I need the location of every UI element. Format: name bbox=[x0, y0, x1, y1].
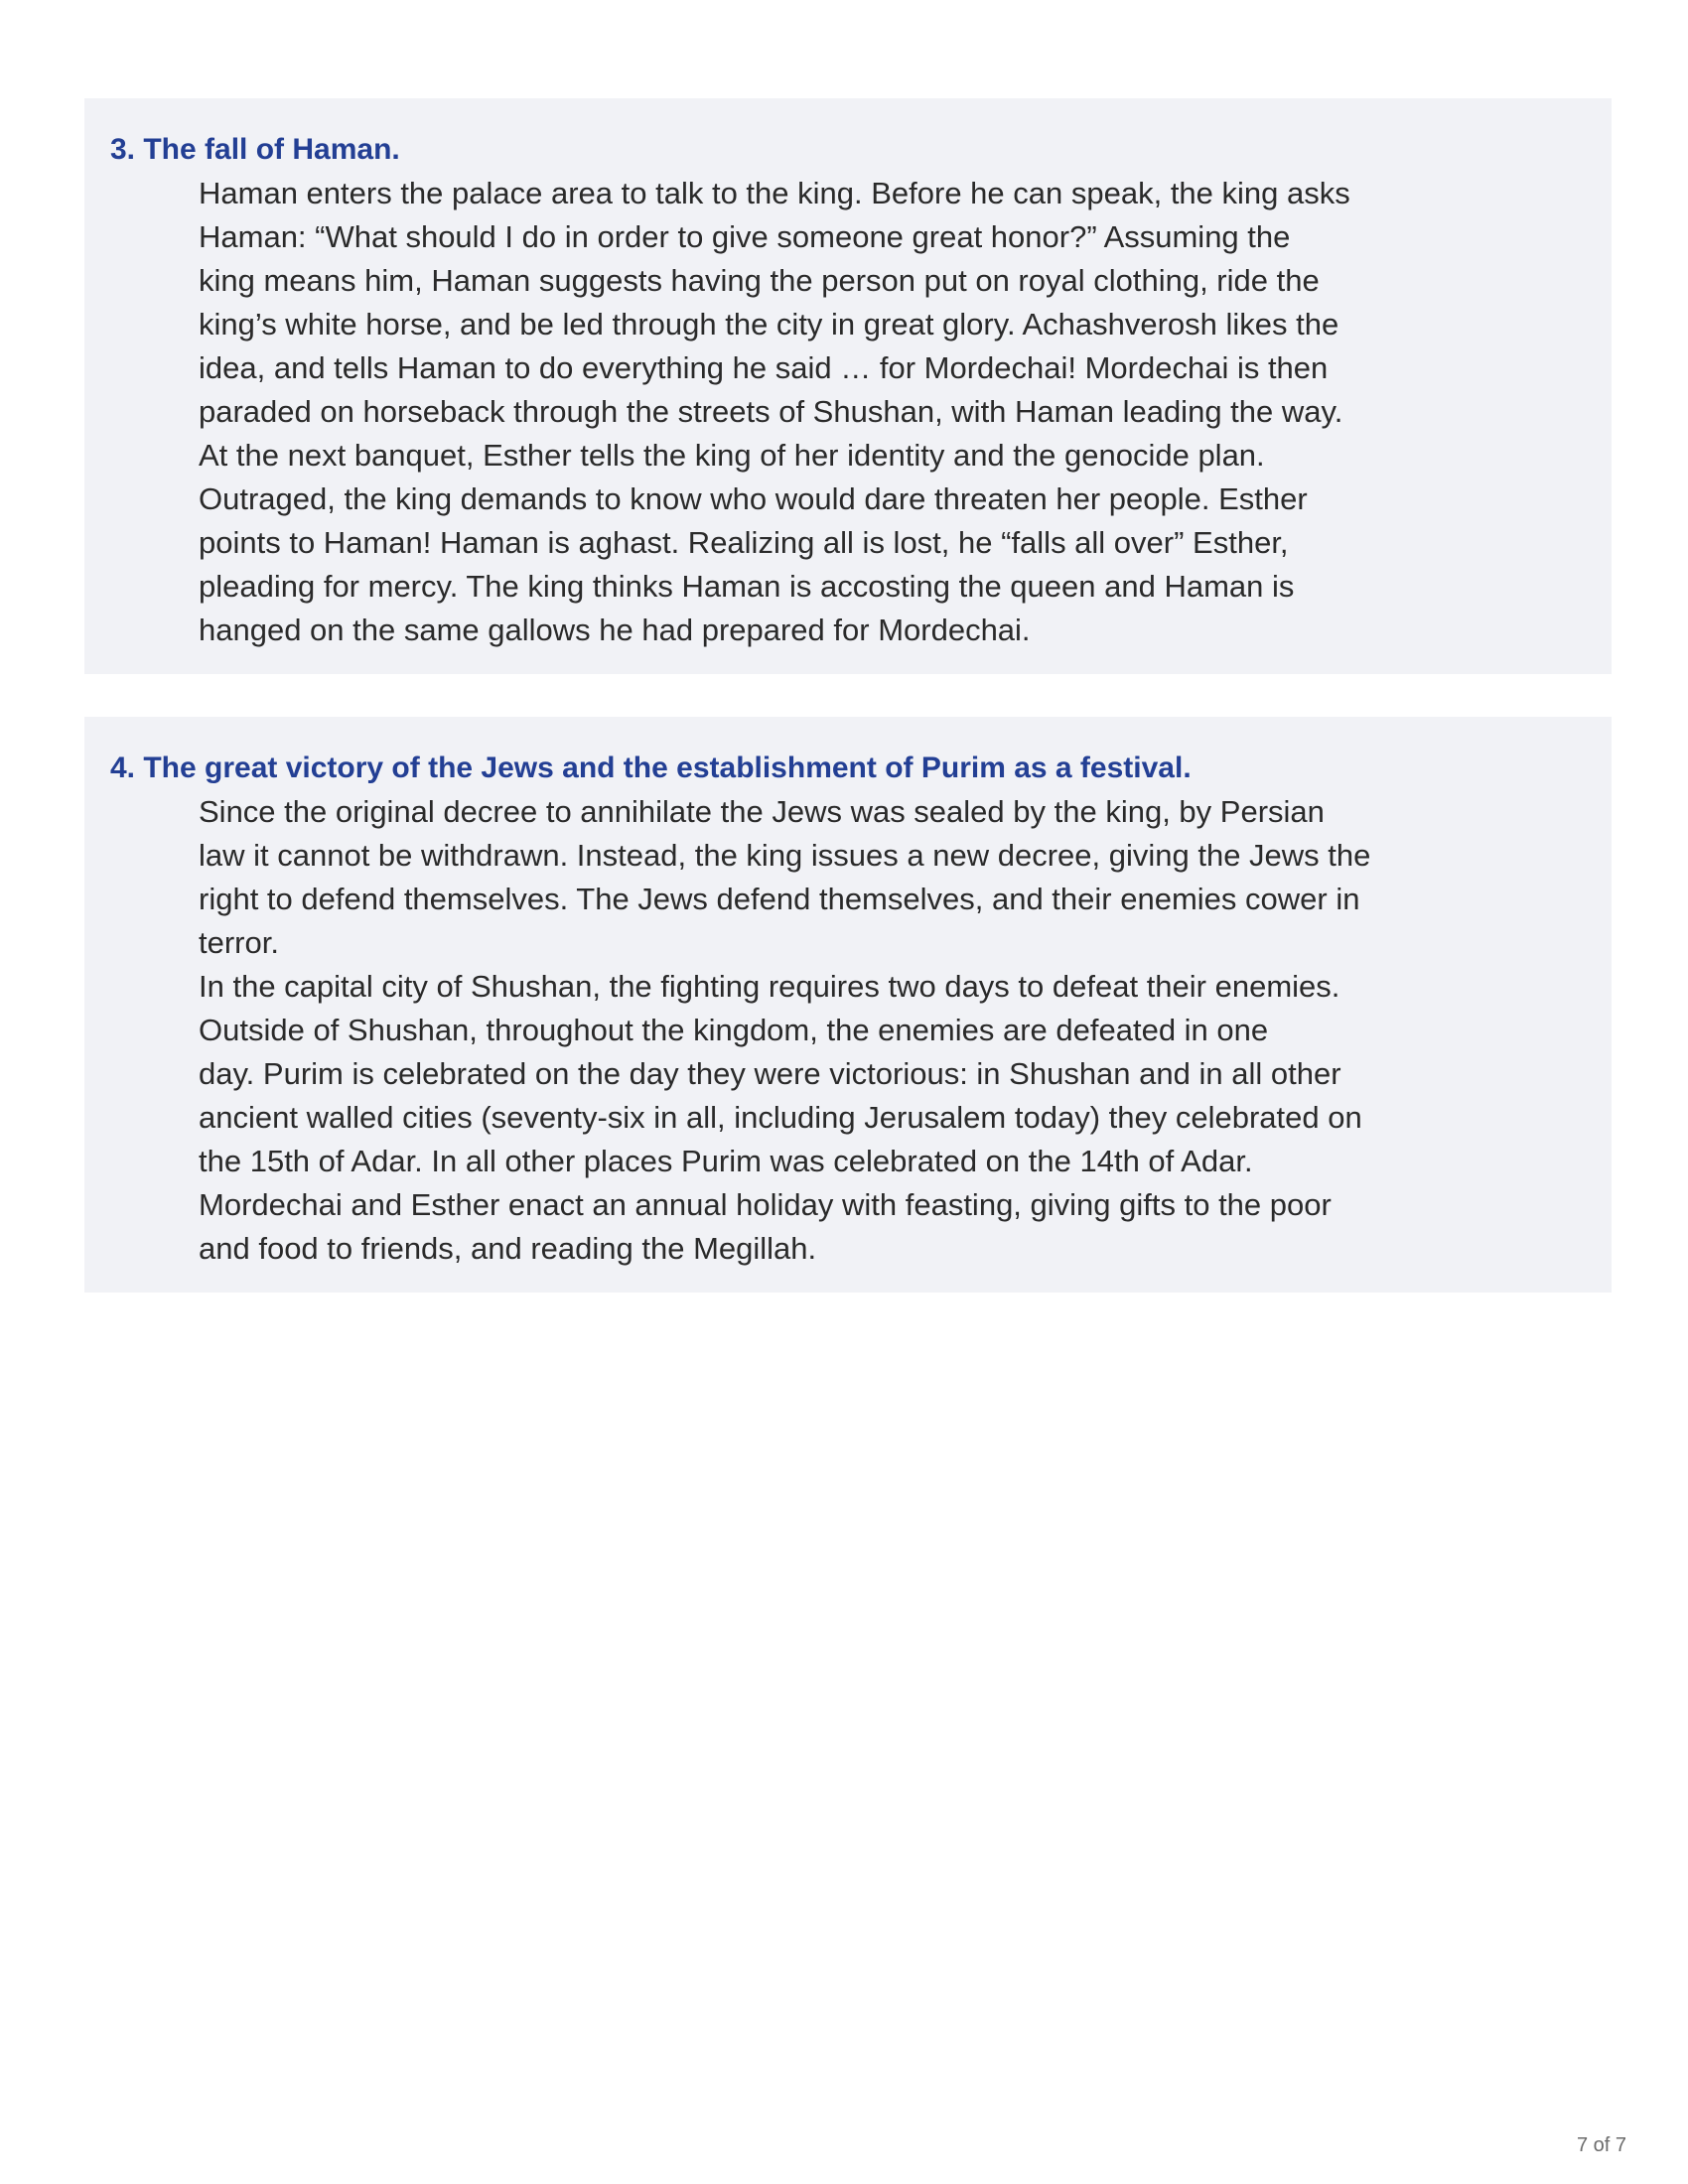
body-line: Mordechai and Esther enact an annual holiday with feasting, giving gifts to the poor bbox=[199, 1187, 1332, 1222]
section-heading: 3. The fall of Haman. bbox=[110, 133, 400, 166]
body-line: Outside of Shushan, throughout the kingdom, the enemies are defeated in one bbox=[199, 1013, 1269, 1047]
body-line: Outraged, the king demands to know who would dare threaten her people. Esther bbox=[199, 481, 1308, 516]
section-victory-of-the-jews bbox=[84, 717, 1612, 1293]
body-line: In the capital city of Shushan, the fighting requires two days to defeat their enemies. bbox=[199, 969, 1340, 1004]
body-line: terror. bbox=[199, 925, 279, 960]
body-line: and food to friends, and reading the Megillah. bbox=[199, 1231, 817, 1266]
body-line: pleading for mercy. The king thinks Haman is accosting the queen and Haman is bbox=[199, 569, 1295, 604]
body-line: hanged on the same gallows he had prepared for Mordechai. bbox=[199, 613, 1031, 647]
section-body bbox=[199, 790, 1460, 1271]
body-line: king’s white horse, and be led through the city in great glory. Achashverosh likes the bbox=[199, 307, 1339, 341]
body-line: the 15th of Adar. In all other places Purim was celebrated on the 14th of Adar. bbox=[199, 1144, 1253, 1178]
section-fall-of-haman bbox=[84, 98, 1612, 674]
body-line: At the next banquet, Esther tells the king of her identity and the genocide plan. bbox=[199, 438, 1265, 473]
page-number: 7 of 7 bbox=[1576, 2134, 1626, 2156]
body-line: king means him, Haman suggests having the person put on royal clothing, ride the bbox=[199, 263, 1320, 298]
body-line: Haman enters the palace area to talk to the king. Before he can speak, the king asks bbox=[199, 176, 1350, 210]
body-line: paraded on horseback through the streets of Shushan, with Haman leading the way. bbox=[199, 394, 1343, 429]
body-line: idea, and tells Haman to do everything he said … for Mordechai! Mordechai is then bbox=[199, 350, 1329, 385]
body-line: Haman: “What should I do in order to give someone great honor?” Assuming the bbox=[199, 219, 1291, 254]
body-line: law it cannot be withdrawn. Instead, the king issues a new decree, giving the Jews the bbox=[199, 838, 1371, 873]
body-line: points to Haman! Haman is aghast. Realizing all is lost, he “falls all over” Esther, bbox=[199, 525, 1289, 560]
body-line: Since the original decree to annihilate the Jews was sealed by the king, by Persian bbox=[199, 794, 1325, 829]
section-body bbox=[199, 172, 1460, 652]
section-heading: 4. The great victory of the Jews and the establishment of Purim as a festival. bbox=[110, 751, 1192, 784]
body-line: ancient walled cities (seventy-six in all, including Jerusalem today) they celebrated on bbox=[199, 1100, 1362, 1135]
body-line: right to defend themselves. The Jews defend themselves, and their enemies cower in bbox=[199, 882, 1360, 916]
body-line: day. Purim is celebrated on the day they were victorious: in Shushan and in all other bbox=[199, 1056, 1341, 1091]
